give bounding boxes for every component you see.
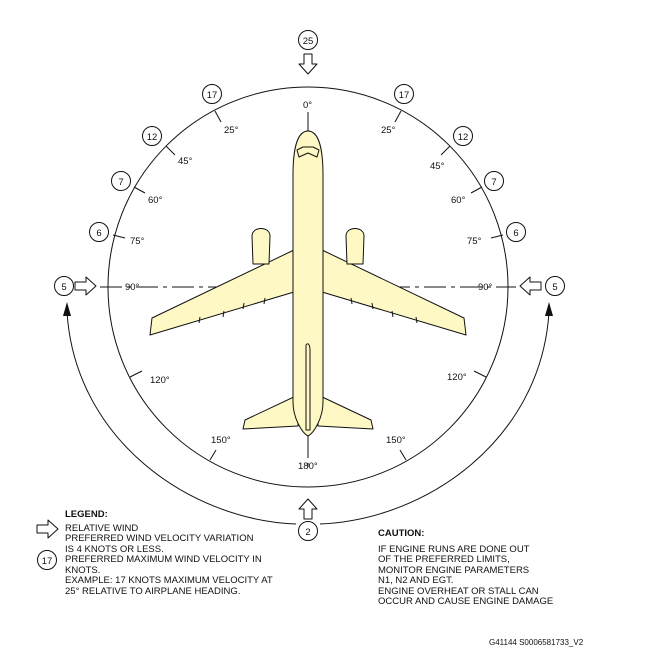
left-arc-arrowhead (63, 302, 71, 316)
legend-circle-line: EXAMPLE: 17 KNOTS MAXIMUM VELOCITY AT (65, 575, 273, 586)
wind-value-60-right: 7 (491, 177, 497, 188)
legend-circle-line: PREFERRED MAXIMUM WIND VELOCITY IN (65, 554, 262, 565)
caution (378, 529, 553, 608)
heading-label-180: 180° (298, 461, 318, 472)
right-arc-arrowhead (545, 302, 553, 316)
left-horizontal-stabilizer (243, 395, 298, 429)
heading-label-75-left: 75° (130, 236, 145, 247)
heading-label-60-left: 60° (148, 195, 163, 206)
caution-line: OCCUR AND CAUSE ENGINE DAMAGE (378, 596, 554, 607)
heading-label-25-right: 25° (381, 125, 396, 136)
heading-label-75-right: 75° (467, 236, 482, 247)
wind-value-25-left: 17 (206, 90, 218, 101)
heading-label-60-right: 60° (451, 195, 466, 206)
heading-label-0: 0° (303, 100, 313, 111)
airplane (150, 131, 466, 436)
wind-value-45-right: 12 (457, 132, 469, 143)
right-horizontal-stabilizer (318, 395, 373, 429)
heading-label-45-left: 45° (178, 156, 193, 167)
legend-title: LEGEND: (65, 509, 108, 520)
heading-label-120-right: 120° (447, 372, 467, 383)
wind-value-75-left: 6 (96, 228, 102, 239)
legend-arrow-icon (37, 520, 58, 538)
tail-wind-arrow (299, 499, 317, 519)
wind-value-tail: 2 (305, 527, 311, 538)
legend (65, 510, 273, 597)
caution-line: MONITOR ENGINE PARAMETERS (378, 564, 530, 576)
heading-label-120-left: 120° (150, 375, 170, 386)
right-engine (346, 229, 364, 265)
legend-circle-line: 25° RELATIVE TO AIRPLANE HEADING. (65, 585, 241, 597)
left-wing (150, 250, 294, 335)
legend-circle-line: KNOTS. (65, 564, 101, 576)
caution-line: N1, N2 AND EGT. (378, 575, 454, 586)
nose-wind-arrow (299, 54, 317, 74)
wind-value-beam-right: 5 (552, 282, 558, 293)
heading-label-45-right: 45° (430, 161, 445, 172)
heading-label-90-left: 90° (125, 282, 140, 293)
wind-value-beam-left: 5 (61, 282, 67, 293)
wind-value-45-left: 12 (146, 132, 158, 143)
wind-value-75-right: 6 (513, 228, 519, 239)
figure-id: G41144 S0006581733_V2 (489, 638, 584, 647)
caution-title: CAUTION: (378, 528, 425, 539)
vertical-fin (306, 344, 310, 430)
wind-value-60-left: 7 (118, 177, 124, 188)
left-beam-wind-arrow (75, 277, 96, 295)
heading-label-150-right: 150° (386, 435, 406, 446)
legend-arrow-line: IS 4 KNOTS OR LESS. (65, 543, 164, 555)
caution-line: ENGINE OVERHEAT OR STALL CAN (378, 585, 539, 597)
wind-value-25-right: 17 (398, 90, 410, 101)
right-beam-wind-arrow (520, 277, 541, 295)
heading-label-150-left: 150° (211, 435, 231, 446)
legend-arrow-line: RELATIVE WIND (65, 522, 139, 534)
heading-label-25-left: 25° (224, 125, 239, 136)
caution-line: IF ENGINE RUNS ARE DONE OUT (378, 543, 530, 555)
right-wing (322, 250, 466, 335)
heading-label-90-right: 90° (478, 282, 493, 293)
legend-arrow-line: PREFERRED WIND VELOCITY VARIATION (65, 533, 254, 544)
wind-value-nose: 25 (302, 36, 314, 47)
left-engine (252, 229, 270, 265)
caution-line: OF THE PREFERRED LIMITS, (378, 554, 510, 565)
legend-circle-value: 17 (41, 556, 53, 567)
